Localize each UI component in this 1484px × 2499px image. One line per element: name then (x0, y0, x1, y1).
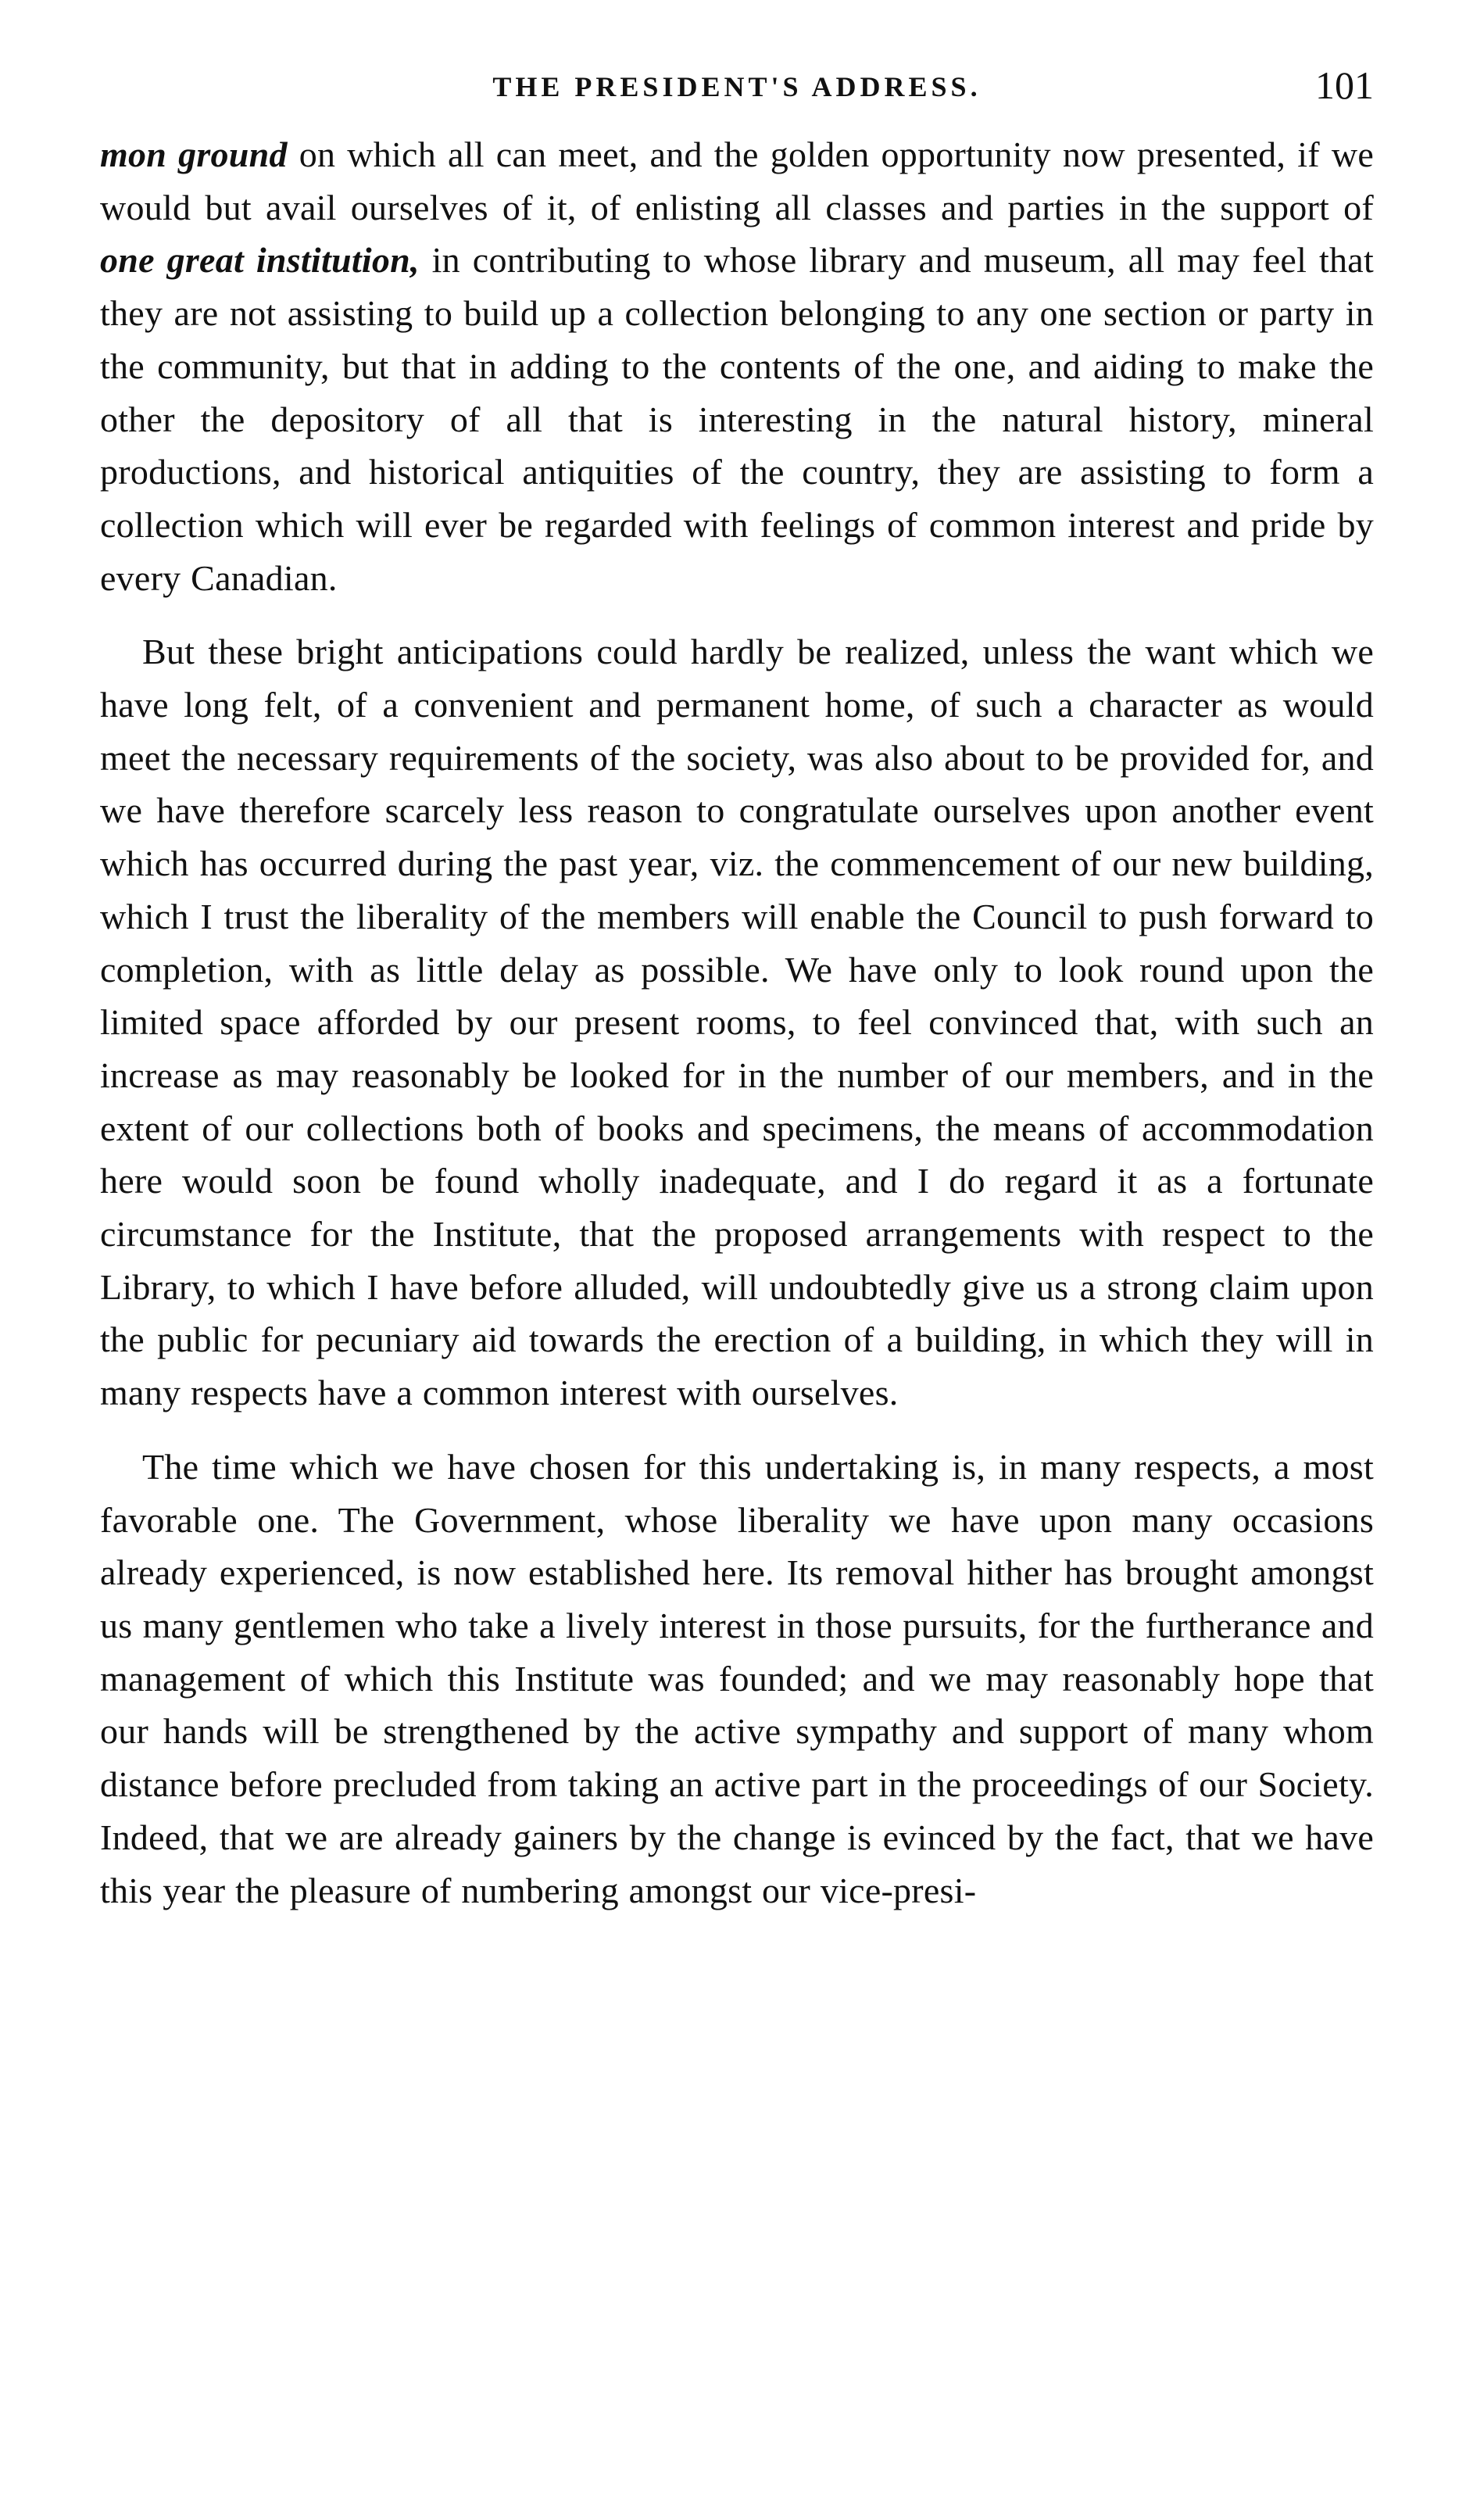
paragraph-3: The time which we have chosen for this undertaking is, in many respects, a most favorable one. The Government, whose liberality we have upon many occasions already experienced, is now established here. Its removal hither has brought amongst us many gentlemen who take a lively interest in those pursuits, for the furtherance and management of which this Institute was founded; and we may reasonably hope that our hands will be strengthened by the active sympathy and support of many whom distance before precluded from taking an active part in the proceedings of our Society. Indeed, that we are already gainers by the change is evinced by the fact, that we have this year the pleasure of numbering amongst our vice-presi- (100, 1446, 1374, 1910)
page-number: 101 (1315, 63, 1374, 107)
italic-phrase: one great institution, (100, 240, 420, 281)
paragraph-1 (100, 128, 1374, 604)
book-page (100, 63, 1374, 1917)
running-title: THE PRESIDENT'S ADDRESS. (492, 71, 982, 102)
paragraph-1-text-b: in contributing to whose library and museum, all may feel that they are not assisting to build up a collection belonging to any one section or party in the community, but that in adding to the contents of the one, and aiding to make the other the depository of all that is interesting in the natural history, mineral productions, and historical antiquities of the country, they are assisting to form a collection which will ever be regarded with feelings of common interest and pride by every Canadian. (100, 240, 1374, 598)
paragraph-2: But these bright anticipations could hardly be realized, unless the want which we have long felt, of a convenient and permanent home, of such a character as would meet the necessary requirements of the society, was also about to be provided for, and we have therefore scarcely less reason to congratulate ourselves upon another event which has occurred during the past year, viz. the commencement of our new building, which I trust the liberality of the members will enable the Council to push forward to completion, with as little delay as possible. We have only to look round upon the limited space afforded by our present rooms, to feel convinced that, with such an increase as may reasonably be looked for in the number of our members, and in the extent of our collections both of books and specimens, the means of accommodation here would soon be found wholly inadequate, and I do regard it as a fortunate circumstance for the Institute, that the proposed arrangements with respect to the Library, to which I have before alluded, will undoubtedly give us a strong claim upon the public for pecuniary aid towards the erection of a building, in which they will in many respects have a common interest with ourselves. (100, 632, 1374, 1413)
continued-italic-phrase: mon ground (100, 134, 288, 174)
paragraph-1-text-a: on which all can meet, and the golden opportunity now presented, if we would but avail ourselves of it, of enlisting all classes and parties in the support of (100, 134, 1374, 227)
running-head (100, 63, 1374, 117)
